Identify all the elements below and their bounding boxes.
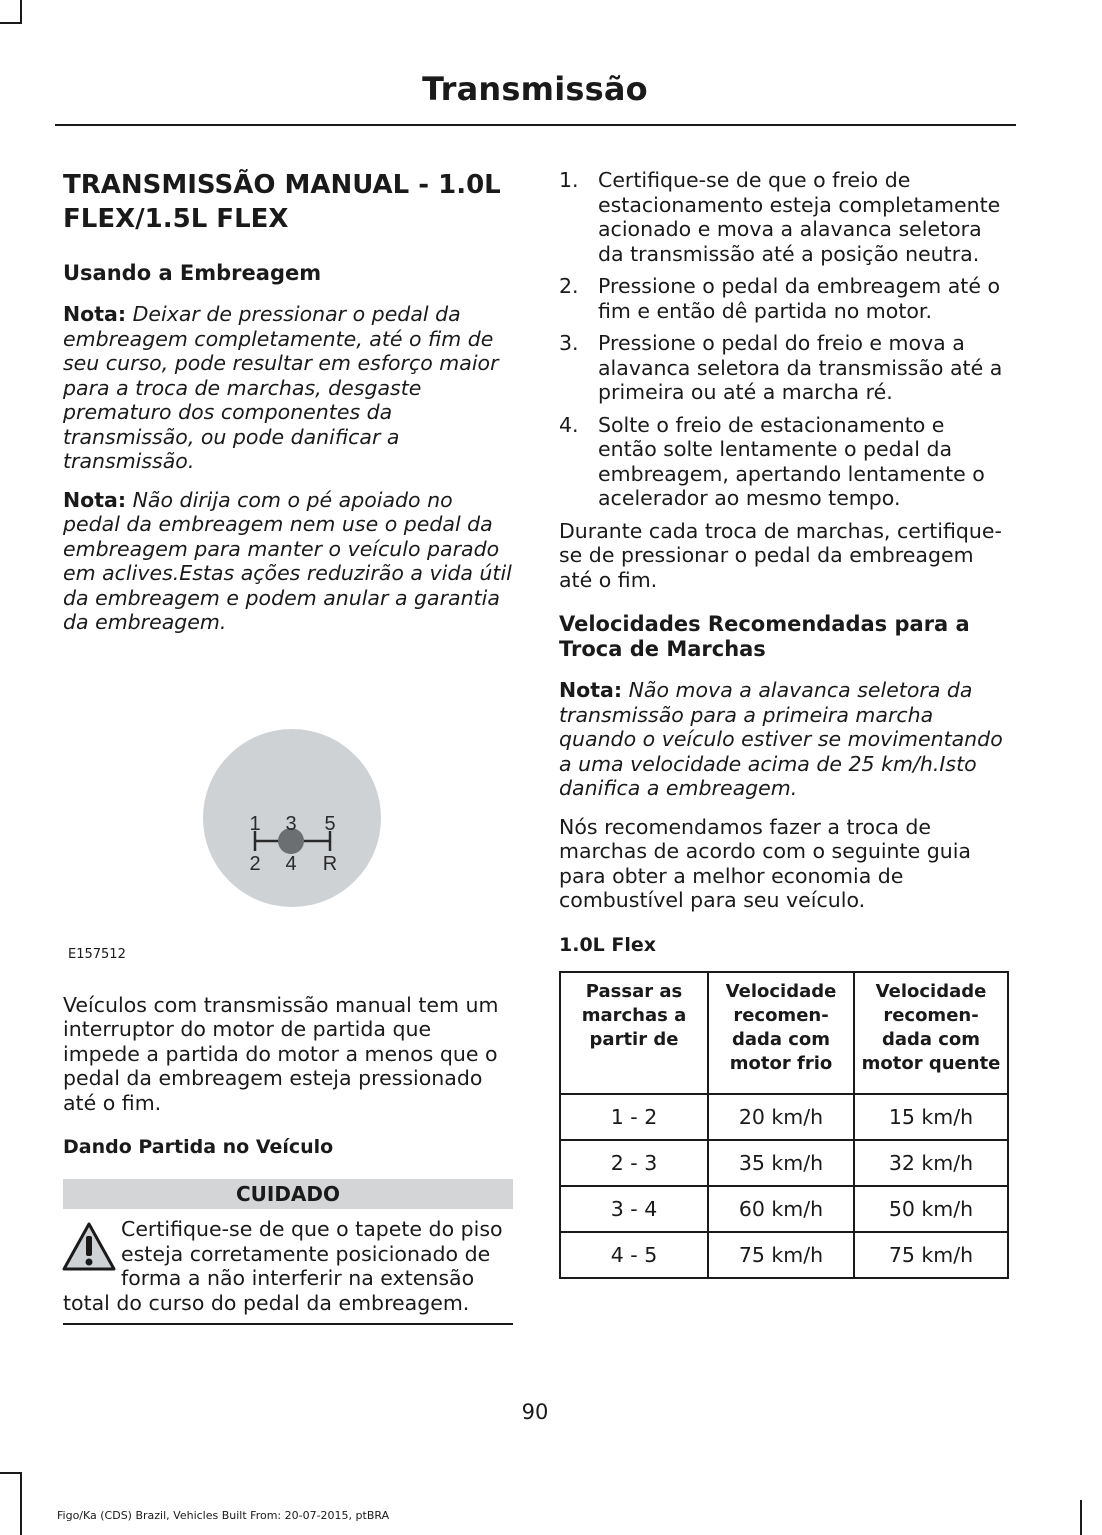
table-cell: 3 - 4 (560, 1186, 708, 1232)
subheading-clutch: Usando a Embreagem (63, 261, 322, 285)
crop-mark-top-left-v (20, 0, 22, 24)
table-cell: 32 km/h (854, 1140, 1008, 1186)
table-row (560, 1140, 1008, 1186)
crop-mark-bottom-left-v (20, 1472, 22, 1535)
list-item (559, 168, 1009, 266)
caution-header: CUIDADO (63, 1179, 513, 1209)
note-label: Nota: (63, 302, 127, 326)
table-row (560, 1232, 1008, 1278)
note-text: Não mova a alavanca seletora da transmissão para a primeira marcha quando o veículo estiver se movimentando a uma velocidade acima de 25 km/h.Isto danifica a embreagem. (559, 678, 1003, 800)
page-title: Transmissão (422, 70, 648, 108)
figure-id: E157512 (68, 946, 126, 962)
starter-interlock-paragraph: Veículos com transmissão manual tem um interruptor do motor de partida que impede a partida do motor a menos que o pedal da embreagem esteja pressionado até o fim. (63, 992, 499, 1115)
gear-label-1: 1 (249, 812, 261, 835)
page-number: 90 (521, 1400, 549, 1424)
section-heading: TRANSMISSÃO MANUAL - 1.0L FLEX/1.5L FLEX (63, 170, 501, 234)
gear-label-4: 4 (285, 852, 297, 875)
step-text: Certifique-se de que o freio de estacionamento esteja completamente acionado e mova a alavanca seletora da transmissão até a posição neutra. (598, 168, 1001, 266)
table-row (560, 1094, 1008, 1140)
table-cell: 15 km/h (854, 1094, 1008, 1140)
table-cell: 1 - 2 (560, 1094, 708, 1140)
start-steps-list (559, 168, 1009, 511)
step-number: 3. (559, 331, 579, 355)
note-label: Nota: (559, 678, 623, 702)
table-cell: 20 km/h (708, 1094, 854, 1140)
caution-box (63, 1217, 513, 1325)
list-item (559, 274, 1009, 323)
title-divider (55, 124, 1016, 126)
table-cell: 4 - 5 (560, 1232, 708, 1278)
warning-icon (61, 1221, 117, 1273)
column-header-hot: Velocidade recomen- dada com motor quente (854, 972, 1008, 1094)
gear-label-3: 3 (285, 812, 297, 835)
table-cell: 75 km/h (854, 1232, 1008, 1278)
note-text: Não dirija com o pé apoiado no pedal da embreagem nem use o pedal da embreagem para manter o veículo parado em aclives.Estas ações reduzirão a vida útil da embreagem e podem anular a garantia da embreagem. (63, 487, 512, 634)
subheading-starting: Dando Partida no Veículo (63, 1136, 334, 1158)
note-clutch-pedal (63, 302, 513, 474)
subheading-speeds: Velocidades Recomendadas para a Troca de Marchas (559, 612, 970, 661)
table-cell: 2 - 3 (560, 1140, 708, 1186)
gear-shift-diagram (63, 645, 513, 975)
crop-mark-bottom-right-v (1080, 1500, 1082, 1535)
list-item (559, 413, 1009, 511)
note-first-gear (559, 678, 1009, 801)
crop-mark-bottom-left-h (0, 1472, 22, 1474)
shift-pattern (63, 645, 513, 975)
step-number: 1. (559, 168, 579, 192)
crop-mark-top-left-h (0, 22, 22, 24)
step-number: 2. (559, 274, 579, 298)
column-header-cold: Velocidade recomen- dada com motor frio (708, 972, 854, 1094)
caution-text: Certifique-se de que o tapete do piso esteja corretamente posicionado de forma a não interferir na extensão total do curso do pedal da embreagem. (63, 1217, 503, 1315)
step-text: Solte o freio de estacionamento e então solte lentamente o pedal da embreagem, apertando lentamente o acelerador ao mesmo tempo. (598, 412, 985, 510)
gear-label-5: 5 (324, 812, 336, 835)
step-text: Pressione o pedal do freio e mova a alavanca seletora da transmissão até a primeira ou até a marcha ré. (598, 331, 1003, 404)
gear-label-2: 2 (249, 852, 261, 875)
footer-text: Figo/Ka (CDS) Brazil, Vehicles Built From: 20-07-2015, ptBRA (57, 1509, 390, 1522)
recommend-paragraph: Nós recomendamos fazer a troca de marchas de acordo com o seguinte guia para obter a melhor economia de combustível para seu veículo. (559, 814, 971, 912)
shift-clutch-paragraph: Durante cada troca de marchas, certifique-se de pressionar o pedal da embreagem até o fim. (559, 518, 1002, 592)
table-cell: 60 km/h (708, 1186, 854, 1232)
shift-speed-table (559, 971, 1009, 1279)
table-cell: 35 km/h (708, 1140, 854, 1186)
list-item (559, 331, 1009, 405)
table-row (560, 1186, 1008, 1232)
note-resting-foot (63, 488, 513, 635)
gear-label-r: R (322, 852, 338, 875)
note-label: Nota: (63, 487, 127, 512)
step-text: Pressione o pedal da embreagem até o fim e então dê partida no motor. (598, 274, 1001, 323)
engine-heading: 1.0L Flex (559, 933, 657, 956)
step-number: 4. (559, 412, 579, 437)
note-text: Deixar de pressionar o pedal da embreagem completamente, até o fim de seu curso, pode resultar em esforço maior para a troca de marchas, desgaste prematuro dos componentes da transmissão, ou pode danificar a transmissão. (63, 302, 499, 473)
left-column (63, 168, 513, 1325)
right-column (559, 168, 1009, 1279)
table-cell: 50 km/h (854, 1186, 1008, 1232)
column-header-gears: Passar as marchas a partir de (560, 972, 708, 1094)
table-header-row (560, 972, 1008, 1094)
table-cell: 75 km/h (708, 1232, 854, 1278)
